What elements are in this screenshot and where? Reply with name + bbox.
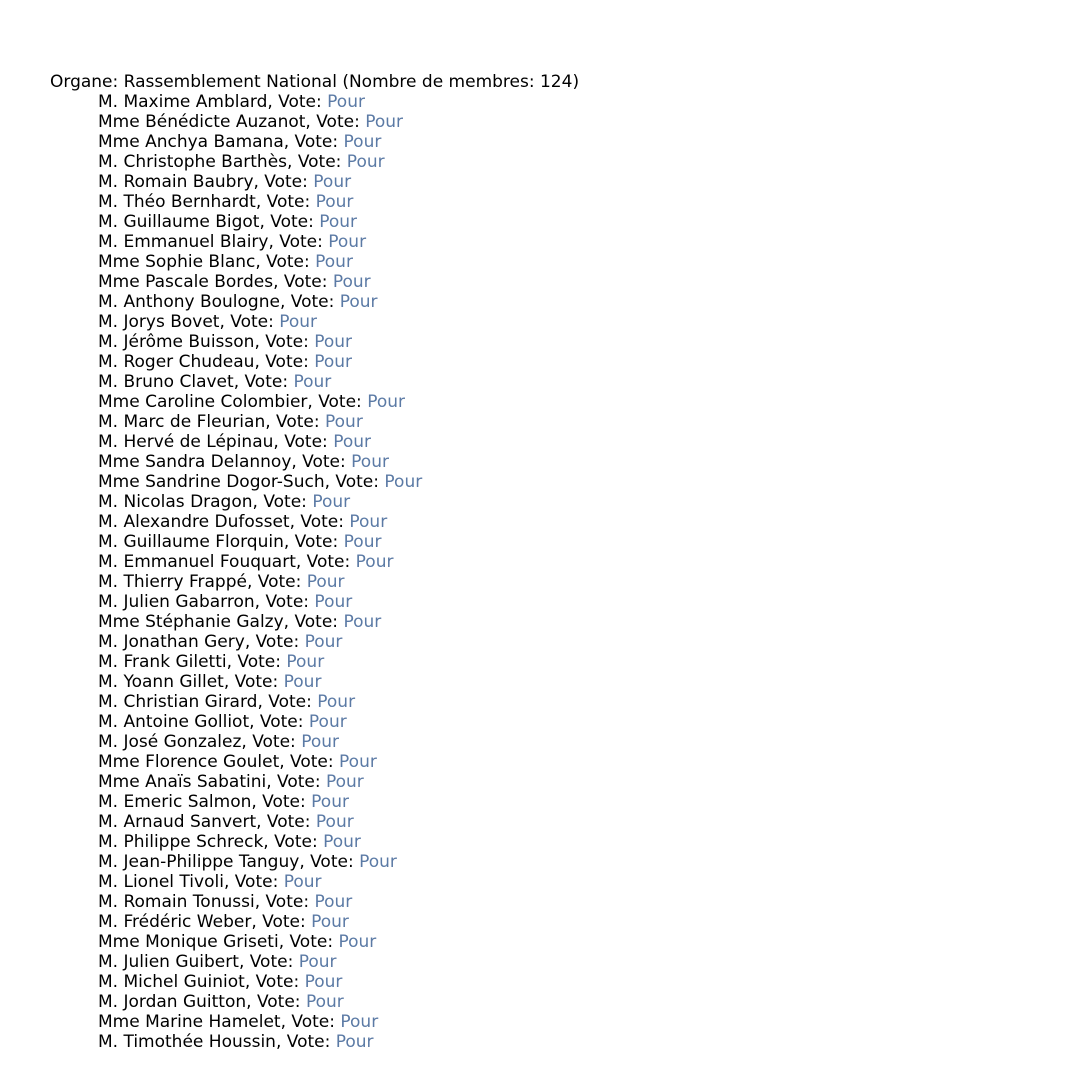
vote-value: Pour: [339, 752, 377, 772]
member-name: M. Julien Gabarron: [98, 592, 255, 612]
vote-value: Pour: [343, 612, 382, 632]
vote-value: Pour: [343, 532, 382, 552]
vote-label: , Vote:: [283, 532, 344, 552]
vote-label: , Vote:: [287, 152, 347, 172]
vote-value: Pour: [314, 892, 353, 912]
member-row: [98, 492, 579, 512]
vote-value: Pour: [325, 772, 364, 792]
vote-label: , Vote:: [233, 372, 294, 392]
member-name: M. Emmanuel Blairy: [98, 232, 269, 252]
vote-label: , Vote:: [280, 1012, 341, 1032]
vote-label: , Vote:: [249, 712, 309, 732]
member-name: M. José Gonzalez: [98, 732, 242, 752]
vote-value: Pour: [339, 292, 378, 312]
vote-label: , Vote:: [279, 752, 340, 772]
member-name: M. Jérôme Buisson: [98, 332, 255, 352]
vote-value: Pour: [327, 92, 365, 112]
member-name: M. Emeric Salmon: [98, 792, 252, 812]
member-name: M. Anthony Boulogne: [98, 292, 280, 312]
member-name: M. Lionel Tivoli: [98, 872, 224, 892]
vote-label: , Vote:: [251, 792, 312, 812]
member-name: M. Jordan Guitton: [98, 992, 247, 1012]
organe-name: Rassemblement National: [123, 72, 337, 92]
member-name: Mme Sandra Delannoy: [98, 452, 292, 472]
vote-value: Pour: [317, 692, 356, 712]
vote-value: Pour: [314, 592, 353, 612]
vote-value: Pour: [298, 952, 337, 972]
member-name: M. Emmanuel Fouquart: [98, 552, 296, 572]
vote-label: , Vote:: [273, 432, 334, 452]
member-name: Mme Sophie Blanc: [98, 252, 256, 272]
member-row: [98, 272, 579, 292]
member-row: [98, 92, 579, 112]
member-row: [98, 372, 579, 392]
member-row: [98, 192, 579, 212]
vote-label: , Vote:: [259, 212, 320, 232]
vote-label: , Vote:: [295, 552, 356, 572]
member-row: [98, 572, 579, 592]
vote-label: , Vote:: [251, 912, 312, 932]
member-name: Mme Florence Goulet: [98, 752, 280, 772]
vote-value: Pour: [365, 112, 404, 132]
member-name: M. Timothée Houssin: [98, 1032, 276, 1052]
member-row: [98, 912, 579, 932]
vote-value: Pour: [311, 792, 349, 812]
vote-value: Pour: [315, 192, 354, 212]
member-row: [98, 672, 579, 692]
member-name: M. Christophe Barthès: [98, 152, 288, 172]
vote-label: , Vote:: [278, 932, 339, 952]
vote-value: Pour: [314, 332, 353, 352]
member-row: [98, 552, 579, 572]
member-name: M. Guillaume Florquin: [98, 532, 284, 552]
member-name: M. Jean-Philippe Tanguy: [98, 852, 300, 872]
vote-label: , Vote:: [254, 332, 315, 352]
vote-label: , Vote:: [254, 892, 315, 912]
vote-label: , Vote:: [268, 232, 329, 252]
vote-value: Pour: [312, 492, 351, 512]
member-name: M. Hervé de Lépinau: [98, 432, 274, 452]
member-row: [98, 172, 579, 192]
member-name: M. Bruno Clavet: [98, 372, 234, 392]
vote-value: Pour: [301, 732, 339, 752]
member-name: M. Yoann Gillet: [98, 672, 224, 692]
vote-value: Pour: [283, 872, 322, 892]
vote-label: , Vote:: [254, 592, 315, 612]
vote-document: [50, 72, 579, 1052]
vote-label: , Vote:: [283, 132, 344, 152]
member-name: M. Philippe Schreck: [98, 832, 264, 852]
member-name: M. Frank Giletti: [98, 652, 227, 672]
member-row: [98, 872, 579, 892]
member-name: M. Guillaume Bigot: [98, 212, 260, 232]
member-row: [98, 1012, 579, 1032]
member-row: [98, 1032, 579, 1052]
vote-value: Pour: [311, 912, 349, 932]
vote-value: Pour: [315, 812, 354, 832]
vote-value: Pour: [351, 452, 389, 472]
vote-label: , Vote:: [238, 952, 299, 972]
vote-value: Pour: [305, 992, 344, 1012]
member-count: (Nombre de membres: 124): [336, 72, 580, 92]
vote-label: , Vote:: [244, 632, 305, 652]
member-name: Mme Marine Hamelet: [98, 1012, 281, 1032]
member-name: M. Maxime Amblard: [98, 92, 268, 112]
member-name: M. Jonathan Gery: [98, 632, 245, 652]
member-name: M. Romain Tonussi: [98, 892, 255, 912]
member-row: [98, 992, 579, 1012]
member-row: [98, 512, 579, 532]
vote-value: Pour: [338, 932, 377, 952]
vote-value: Pour: [335, 1032, 374, 1052]
vote-label: , Vote:: [256, 812, 316, 832]
vote-value: Pour: [293, 372, 332, 392]
member-row: [98, 132, 579, 152]
member-name: M. Antoine Golliot: [98, 712, 250, 732]
vote-label: , Vote:: [324, 472, 385, 492]
member-row: [98, 212, 579, 232]
member-row: [98, 432, 579, 452]
member-row: [98, 952, 579, 972]
member-row: [98, 352, 579, 372]
member-row: [98, 632, 579, 652]
member-name: M. Roger Chudeau: [98, 352, 255, 372]
vote-value: Pour: [308, 712, 347, 732]
member-name: M. Romain Baubry: [98, 172, 254, 192]
member-name: Mme Monique Griseti: [98, 932, 279, 952]
vote-label: , Vote:: [255, 192, 316, 212]
member-row: [98, 152, 579, 172]
member-row: [98, 412, 579, 432]
vote-label: , Vote:: [283, 612, 344, 632]
member-row: [98, 312, 579, 332]
member-row: [98, 792, 579, 812]
member-row: [98, 732, 579, 752]
vote-value: Pour: [313, 172, 352, 192]
member-name: Mme Bénédicte Auzanot: [98, 112, 306, 132]
member-name: M. Frédéric Weber: [98, 912, 252, 932]
member-name: Mme Sandrine Dogor-Such: [98, 472, 325, 492]
member-row: [98, 832, 579, 852]
vote-label: , Vote:: [263, 832, 324, 852]
member-list: [50, 92, 579, 1052]
vote-value: Pour: [323, 832, 361, 852]
organe-prefix: Organe:: [50, 72, 124, 92]
vote-label: , Vote:: [244, 972, 305, 992]
member-row: [98, 232, 579, 252]
vote-value: Pour: [333, 432, 371, 452]
member-name: Mme Pascale Bordes: [98, 272, 274, 292]
vote-label: , Vote:: [267, 92, 328, 112]
vote-label: , Vote:: [291, 452, 352, 472]
vote-value: Pour: [343, 132, 382, 152]
vote-label: , Vote:: [273, 272, 333, 292]
vote-value: Pour: [346, 152, 385, 172]
member-row: [98, 252, 579, 272]
member-row: [98, 652, 579, 672]
vote-value: Pour: [304, 972, 343, 992]
vote-value: Pour: [304, 632, 343, 652]
member-row: [98, 292, 579, 312]
vote-value: Pour: [349, 512, 388, 532]
vote-value: Pour: [306, 572, 345, 592]
vote-value: Pour: [279, 312, 318, 332]
member-row: [98, 932, 579, 952]
member-row: [98, 532, 579, 552]
member-name: Mme Anchya Bamana: [98, 132, 284, 152]
vote-label: , Vote:: [219, 312, 280, 332]
member-row: [98, 332, 579, 352]
member-row: [98, 972, 579, 992]
vote-label: , Vote:: [275, 1032, 336, 1052]
vote-value: Pour: [319, 212, 358, 232]
vote-label: , Vote:: [252, 492, 313, 512]
member-row: [98, 592, 579, 612]
member-name: M. Jorys Bovet: [98, 312, 220, 332]
vote-label: , Vote:: [257, 692, 318, 712]
member-name: Mme Stéphanie Galzy: [98, 612, 284, 632]
member-row: [98, 452, 579, 472]
member-row: [98, 612, 579, 632]
vote-value: Pour: [367, 392, 405, 412]
member-row: [98, 852, 579, 872]
vote-label: , Vote:: [255, 252, 316, 272]
vote-label: , Vote:: [254, 352, 315, 372]
member-row: [98, 812, 579, 832]
vote-value: Pour: [283, 672, 322, 692]
vote-label: , Vote:: [289, 512, 350, 532]
member-row: [98, 752, 579, 772]
member-name: M. Alexandre Dufosset: [98, 512, 290, 532]
vote-value: Pour: [315, 252, 353, 272]
vote-value: Pour: [286, 652, 325, 672]
vote-label: , Vote:: [246, 572, 307, 592]
member-row: [98, 772, 579, 792]
member-name: M. Théo Bernhardt: [98, 192, 256, 212]
vote-label: , Vote:: [253, 172, 314, 192]
vote-value: Pour: [325, 412, 363, 432]
vote-label: , Vote:: [265, 412, 326, 432]
member-row: [98, 892, 579, 912]
vote-value: Pour: [340, 1012, 379, 1032]
member-name: M. Arnaud Sanvert: [98, 812, 257, 832]
vote-value: Pour: [328, 232, 367, 252]
vote-label: , Vote:: [266, 772, 326, 792]
member-row: [98, 112, 579, 132]
vote-label: , Vote:: [241, 732, 302, 752]
vote-label: , Vote:: [223, 672, 284, 692]
vote-label: , Vote:: [223, 872, 284, 892]
member-name: M. Michel Guiniot: [98, 972, 245, 992]
vote-value: Pour: [314, 352, 353, 372]
vote-value: Pour: [355, 552, 394, 572]
vote-label: , Vote:: [226, 652, 287, 672]
vote-label: , Vote:: [299, 852, 360, 872]
vote-value: Pour: [359, 852, 397, 872]
member-name: M. Julien Guibert: [98, 952, 239, 972]
vote-label: , Vote:: [307, 392, 368, 412]
member-name: M. Nicolas Dragon: [98, 492, 253, 512]
vote-label: , Vote:: [279, 292, 340, 312]
member-name: Mme Caroline Colombier: [98, 392, 308, 412]
member-name: M. Marc de Fleurian: [98, 412, 266, 432]
vote-label: , Vote:: [305, 112, 366, 132]
member-row: [98, 392, 579, 412]
member-name: Mme Anaïs Sabatini: [98, 772, 267, 792]
organe-heading: [50, 72, 579, 92]
vote-label: , Vote:: [246, 992, 306, 1012]
vote-value: Pour: [332, 272, 371, 292]
member-row: [98, 472, 579, 492]
member-row: [98, 712, 579, 732]
member-name: M. Thierry Frappé: [98, 572, 247, 592]
member-row: [98, 692, 579, 712]
member-name: M. Christian Girard: [98, 692, 258, 712]
vote-value: Pour: [384, 472, 423, 492]
